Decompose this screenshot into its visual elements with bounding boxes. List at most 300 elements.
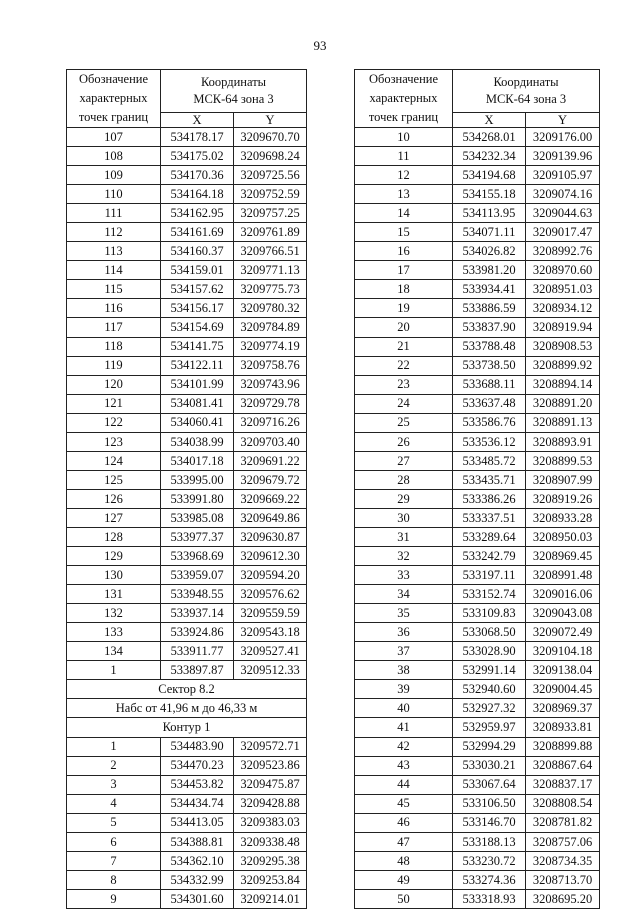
x-value: 533485.72 xyxy=(453,451,526,470)
table-row xyxy=(67,566,307,585)
y-value: 3209612.30 xyxy=(234,547,307,566)
table-row xyxy=(355,661,600,680)
x-value: 533068.50 xyxy=(453,623,526,642)
point-number: 37 xyxy=(355,642,453,661)
table-row xyxy=(355,413,600,432)
y-value: 3208908.53 xyxy=(526,337,600,356)
y-value: 3208808.54 xyxy=(526,794,600,813)
point-number: 127 xyxy=(67,508,161,527)
y-value: 3209214.01 xyxy=(234,889,307,908)
x-value: 534160.37 xyxy=(161,242,234,261)
y-value: 3209679.72 xyxy=(234,470,307,489)
x-value: 533067.64 xyxy=(453,775,526,794)
point-number: 47 xyxy=(355,832,453,851)
x-value: 534175.02 xyxy=(161,147,234,166)
y-value: 3208867.64 xyxy=(526,756,600,775)
y-value: 3209074.16 xyxy=(526,185,600,204)
table-row xyxy=(67,547,307,566)
x-value: 534470.23 xyxy=(161,756,234,775)
point-number: 22 xyxy=(355,356,453,375)
x-value: 533948.55 xyxy=(161,585,234,604)
point-number: 112 xyxy=(67,223,161,242)
table-row xyxy=(355,432,600,451)
coordinates-header xyxy=(453,70,600,113)
x-value: 534157.62 xyxy=(161,280,234,299)
table-row xyxy=(67,508,307,527)
x-value: 533911.77 xyxy=(161,642,234,661)
x-value: 533981.20 xyxy=(453,261,526,280)
table-row xyxy=(355,185,600,204)
x-value: 534159.01 xyxy=(161,261,234,280)
y-value: 3208695.20 xyxy=(526,889,600,908)
x-value: 533386.26 xyxy=(453,489,526,508)
point-number: 8 xyxy=(67,870,161,889)
point-number: 123 xyxy=(67,432,161,451)
point-number: 121 xyxy=(67,394,161,413)
y-value: 3209105.97 xyxy=(526,166,600,185)
y-value: 3208899.88 xyxy=(526,737,600,756)
x-value: 534162.95 xyxy=(161,204,234,223)
point-number: 40 xyxy=(355,699,453,718)
point-number: 18 xyxy=(355,280,453,299)
x-value: 532991.14 xyxy=(453,661,526,680)
point-number: 132 xyxy=(67,604,161,623)
table-row xyxy=(67,451,307,470)
y-value: 3209691.22 xyxy=(234,451,307,470)
y-value: 3209139.96 xyxy=(526,147,600,166)
y-value: 3209669.22 xyxy=(234,489,307,508)
y-value: 3209774.19 xyxy=(234,337,307,356)
table-row xyxy=(67,280,307,299)
y-value: 3208933.81 xyxy=(526,718,600,737)
x-value: 534122.11 xyxy=(161,356,234,375)
x-value: 534141.75 xyxy=(161,337,234,356)
y-value: 3208933.28 xyxy=(526,508,600,527)
point-number: 108 xyxy=(67,147,161,166)
x-value: 533337.51 xyxy=(453,508,526,527)
table-row xyxy=(355,718,600,737)
point-number: 128 xyxy=(67,527,161,546)
x-value: 533188.13 xyxy=(453,832,526,851)
table-row xyxy=(67,851,307,870)
x-value: 534413.05 xyxy=(161,813,234,832)
x-value: 533738.50 xyxy=(453,356,526,375)
point-number: 111 xyxy=(67,204,161,223)
point-number: 119 xyxy=(67,356,161,375)
x-value: 534071.11 xyxy=(453,223,526,242)
point-number: 26 xyxy=(355,432,453,451)
x-value: 532940.60 xyxy=(453,680,526,699)
x-value: 533536.12 xyxy=(453,432,526,451)
table-row xyxy=(355,166,600,185)
y-value: 3208837.17 xyxy=(526,775,600,794)
point-number: 39 xyxy=(355,680,453,699)
y-value: 3208891.13 xyxy=(526,413,600,432)
y-value: 3209757.25 xyxy=(234,204,307,223)
y-value: 3209729.78 xyxy=(234,394,307,413)
sector-block xyxy=(67,680,307,737)
x-value: 533106.50 xyxy=(453,794,526,813)
table-row xyxy=(67,394,307,413)
point-number: 113 xyxy=(67,242,161,261)
coordinates-header xyxy=(161,70,307,113)
table-row xyxy=(355,642,600,661)
x-header: X xyxy=(453,113,526,128)
point-number: 29 xyxy=(355,489,453,508)
point-number: 50 xyxy=(355,889,453,908)
y-value: 3209572.71 xyxy=(234,737,307,756)
table-row xyxy=(355,508,600,527)
x-value: 532927.32 xyxy=(453,699,526,718)
table-row xyxy=(67,832,307,851)
y-value: 3209523.86 xyxy=(234,756,307,775)
x-value: 533637.48 xyxy=(453,394,526,413)
y-value: 3208757.06 xyxy=(526,832,600,851)
y-header: Y xyxy=(526,113,600,128)
point-number: 32 xyxy=(355,547,453,566)
x-value: 534388.81 xyxy=(161,832,234,851)
x-value: 534026.82 xyxy=(453,242,526,261)
point-label-line: характерных xyxy=(79,91,148,105)
table-row xyxy=(355,566,600,585)
x-value: 534164.18 xyxy=(161,185,234,204)
table-row xyxy=(355,775,600,794)
x-header: X xyxy=(161,113,234,128)
table-row xyxy=(67,756,307,775)
table-row xyxy=(67,604,307,623)
point-number: 110 xyxy=(67,185,161,204)
table-row xyxy=(67,661,307,680)
x-value: 534081.41 xyxy=(161,394,234,413)
y-value: 3208951.03 xyxy=(526,280,600,299)
y-value: 3209752.59 xyxy=(234,185,307,204)
table-row xyxy=(67,128,307,147)
point-number: 130 xyxy=(67,566,161,585)
table-row xyxy=(355,737,600,756)
table-row xyxy=(355,489,600,508)
table-row xyxy=(67,794,307,813)
table-row xyxy=(67,489,307,508)
table-row xyxy=(355,870,600,889)
table-row xyxy=(355,394,600,413)
x-value: 533197.11 xyxy=(453,566,526,585)
point-number: 24 xyxy=(355,394,453,413)
point-number: 115 xyxy=(67,280,161,299)
point-number: 7 xyxy=(67,851,161,870)
y-value: 3208992.76 xyxy=(526,242,600,261)
point-number: 36 xyxy=(355,623,453,642)
x-value: 534154.69 xyxy=(161,318,234,337)
x-value: 534232.34 xyxy=(453,147,526,166)
table-row xyxy=(67,623,307,642)
y-value: 3209771.13 xyxy=(234,261,307,280)
table-row xyxy=(67,261,307,280)
point-number: 14 xyxy=(355,204,453,223)
table-row xyxy=(67,527,307,546)
point-number: 117 xyxy=(67,318,161,337)
y-value: 3209559.59 xyxy=(234,604,307,623)
left-rows-b xyxy=(67,737,307,908)
table-row xyxy=(67,147,307,166)
point-number: 46 xyxy=(355,813,453,832)
x-value: 533289.64 xyxy=(453,527,526,546)
y-value: 3209766.51 xyxy=(234,242,307,261)
x-value: 534155.18 xyxy=(453,185,526,204)
x-value: 533586.76 xyxy=(453,413,526,432)
x-value: 533788.48 xyxy=(453,337,526,356)
coordinates-title-line: МСК-64 зона 3 xyxy=(485,92,567,106)
table-row xyxy=(67,642,307,661)
x-value: 534301.60 xyxy=(161,889,234,908)
point-number: 19 xyxy=(355,299,453,318)
point-number: 12 xyxy=(355,166,453,185)
x-value: 534434.74 xyxy=(161,794,234,813)
point-number: 13 xyxy=(355,185,453,204)
table-row xyxy=(355,451,600,470)
x-value: 533146.70 xyxy=(453,813,526,832)
point-number: 1 xyxy=(67,737,161,756)
y-value: 3209527.41 xyxy=(234,642,307,661)
y-value: 3209649.86 xyxy=(234,508,307,527)
x-value: 533435.71 xyxy=(453,470,526,489)
y-value: 3209780.32 xyxy=(234,299,307,318)
table-row xyxy=(355,261,600,280)
point-label-line: Обозначение xyxy=(368,72,439,86)
y-value: 3208991.48 xyxy=(526,566,600,585)
table-row xyxy=(355,147,600,166)
x-value: 533924.86 xyxy=(161,623,234,642)
y-value: 3209576.62 xyxy=(234,585,307,604)
point-label-header xyxy=(355,70,453,128)
point-number: 120 xyxy=(67,375,161,394)
x-value: 534101.99 xyxy=(161,375,234,394)
x-value: 533318.93 xyxy=(453,889,526,908)
point-number: 118 xyxy=(67,337,161,356)
point-number: 116 xyxy=(67,299,161,318)
point-number: 131 xyxy=(67,585,161,604)
point-number: 114 xyxy=(67,261,161,280)
table-row xyxy=(355,223,600,242)
point-number: 5 xyxy=(67,813,161,832)
point-number: 107 xyxy=(67,128,161,147)
y-value: 3209743.96 xyxy=(234,375,307,394)
point-number: 126 xyxy=(67,489,161,508)
x-value: 534060.41 xyxy=(161,413,234,432)
table-row xyxy=(67,318,307,337)
x-value: 533995.00 xyxy=(161,470,234,489)
sector-title: Сектор 8.2 xyxy=(67,680,307,699)
x-value: 533934.41 xyxy=(453,280,526,299)
point-number: 3 xyxy=(67,775,161,794)
y-value: 3209338.48 xyxy=(234,832,307,851)
x-value: 533959.07 xyxy=(161,566,234,585)
table-row xyxy=(355,813,600,832)
y-value: 3209043.08 xyxy=(526,604,600,623)
coordinates-title-line: МСК-64 зона 3 xyxy=(193,92,274,106)
point-number: 4 xyxy=(67,794,161,813)
table-row xyxy=(67,432,307,451)
y-value: 3208891.20 xyxy=(526,394,600,413)
point-number: 30 xyxy=(355,508,453,527)
point-number: 11 xyxy=(355,147,453,166)
point-label-line: характерных xyxy=(369,91,438,105)
table-row xyxy=(355,375,600,394)
y-value: 3209104.18 xyxy=(526,642,600,661)
x-value: 533897.87 xyxy=(161,661,234,680)
table-row xyxy=(355,470,600,489)
table-row xyxy=(355,851,600,870)
table-row xyxy=(355,604,600,623)
y-value: 3209761.89 xyxy=(234,223,307,242)
point-number: 31 xyxy=(355,527,453,546)
table-row xyxy=(355,680,600,699)
point-label-header xyxy=(67,70,161,128)
y-value: 3209758.76 xyxy=(234,356,307,375)
y-value: 3208919.26 xyxy=(526,489,600,508)
point-number: 28 xyxy=(355,470,453,489)
x-value: 534156.17 xyxy=(161,299,234,318)
table-row xyxy=(355,128,600,147)
point-number: 34 xyxy=(355,585,453,604)
table-row xyxy=(67,223,307,242)
table-row xyxy=(67,375,307,394)
point-number: 48 xyxy=(355,851,453,870)
x-value: 533968.69 xyxy=(161,547,234,566)
y-value: 3209475.87 xyxy=(234,775,307,794)
table-row xyxy=(355,280,600,299)
point-number: 35 xyxy=(355,604,453,623)
point-number: 10 xyxy=(355,128,453,147)
x-value: 534170.36 xyxy=(161,166,234,185)
y-value: 3209670.70 xyxy=(234,128,307,147)
table-row xyxy=(355,204,600,223)
x-value: 534362.10 xyxy=(161,851,234,870)
point-number: 9 xyxy=(67,889,161,908)
y-value: 3208934.12 xyxy=(526,299,600,318)
x-value: 533030.21 xyxy=(453,756,526,775)
point-number: 1 xyxy=(67,661,161,680)
y-value: 3209630.87 xyxy=(234,527,307,546)
table-row xyxy=(355,794,600,813)
y-value: 3209017.47 xyxy=(526,223,600,242)
coordinates-title-line: Координаты xyxy=(200,75,267,89)
y-value: 3209703.40 xyxy=(234,432,307,451)
table-row xyxy=(67,870,307,889)
y-value: 3209016.06 xyxy=(526,585,600,604)
y-value: 3209543.18 xyxy=(234,623,307,642)
y-value: 3208894.14 xyxy=(526,375,600,394)
point-number: 125 xyxy=(67,470,161,489)
x-value: 534038.99 xyxy=(161,432,234,451)
point-number: 20 xyxy=(355,318,453,337)
y-value: 3209072.49 xyxy=(526,623,600,642)
point-number: 49 xyxy=(355,870,453,889)
table-row xyxy=(355,889,600,908)
point-number: 42 xyxy=(355,737,453,756)
point-number: 45 xyxy=(355,794,453,813)
point-number: 23 xyxy=(355,375,453,394)
x-value: 533274.36 xyxy=(453,870,526,889)
point-number: 129 xyxy=(67,547,161,566)
y-value: 3208713.70 xyxy=(526,870,600,889)
x-value: 533109.83 xyxy=(453,604,526,623)
table-row xyxy=(67,585,307,604)
x-value: 534017.18 xyxy=(161,451,234,470)
x-value: 534483.90 xyxy=(161,737,234,756)
x-value: 533991.80 xyxy=(161,489,234,508)
right-rows xyxy=(355,128,600,909)
point-number: 43 xyxy=(355,756,453,775)
y-value: 3209594.20 xyxy=(234,566,307,585)
table-row xyxy=(355,299,600,318)
coordinates-table-left xyxy=(66,69,307,909)
table-row xyxy=(67,889,307,908)
left-rows-a xyxy=(67,128,307,680)
table-row xyxy=(67,242,307,261)
x-value: 532994.29 xyxy=(453,737,526,756)
y-value: 3209716.26 xyxy=(234,413,307,432)
table-row xyxy=(67,166,307,185)
x-value: 534453.82 xyxy=(161,775,234,794)
y-value: 3208907.99 xyxy=(526,470,600,489)
contour-title: Контур 1 xyxy=(67,718,307,737)
table-row xyxy=(67,337,307,356)
x-value: 533242.79 xyxy=(453,547,526,566)
point-label-line: точек границ xyxy=(368,110,439,124)
y-value: 3208781.82 xyxy=(526,813,600,832)
x-value: 534113.95 xyxy=(453,204,526,223)
point-number: 17 xyxy=(355,261,453,280)
point-number: 6 xyxy=(67,832,161,851)
coordinates-table-right xyxy=(354,69,600,909)
x-value: 533837.90 xyxy=(453,318,526,337)
y-value: 3209176.00 xyxy=(526,128,600,147)
x-value: 533688.11 xyxy=(453,375,526,394)
table-row xyxy=(67,813,307,832)
y-value: 3209775.73 xyxy=(234,280,307,299)
x-value: 533937.14 xyxy=(161,604,234,623)
x-value: 532959.97 xyxy=(453,718,526,737)
x-value: 534194.68 xyxy=(453,166,526,185)
nabs-range: Набс от 41,96 м до 46,33 м xyxy=(67,699,307,718)
point-number: 122 xyxy=(67,413,161,432)
x-value: 533230.72 xyxy=(453,851,526,870)
table-row xyxy=(355,356,600,375)
y-value: 3208969.37 xyxy=(526,699,600,718)
table-row xyxy=(67,204,307,223)
point-label-line: точек границ xyxy=(78,110,149,124)
point-number: 16 xyxy=(355,242,453,261)
y-value: 3208734.35 xyxy=(526,851,600,870)
point-number: 109 xyxy=(67,166,161,185)
table-row xyxy=(67,299,307,318)
x-value: 533977.37 xyxy=(161,527,234,546)
table-row xyxy=(355,699,600,718)
table-row xyxy=(67,737,307,756)
x-value: 534178.17 xyxy=(161,128,234,147)
y-value: 3209138.04 xyxy=(526,661,600,680)
point-number: 124 xyxy=(67,451,161,470)
point-number: 33 xyxy=(355,566,453,585)
table-row xyxy=(355,527,600,546)
x-value: 534161.69 xyxy=(161,223,234,242)
y-value: 3209295.38 xyxy=(234,851,307,870)
point-number: 21 xyxy=(355,337,453,356)
table-row xyxy=(355,318,600,337)
y-value: 3209725.56 xyxy=(234,166,307,185)
point-number: 44 xyxy=(355,775,453,794)
point-number: 2 xyxy=(67,756,161,775)
